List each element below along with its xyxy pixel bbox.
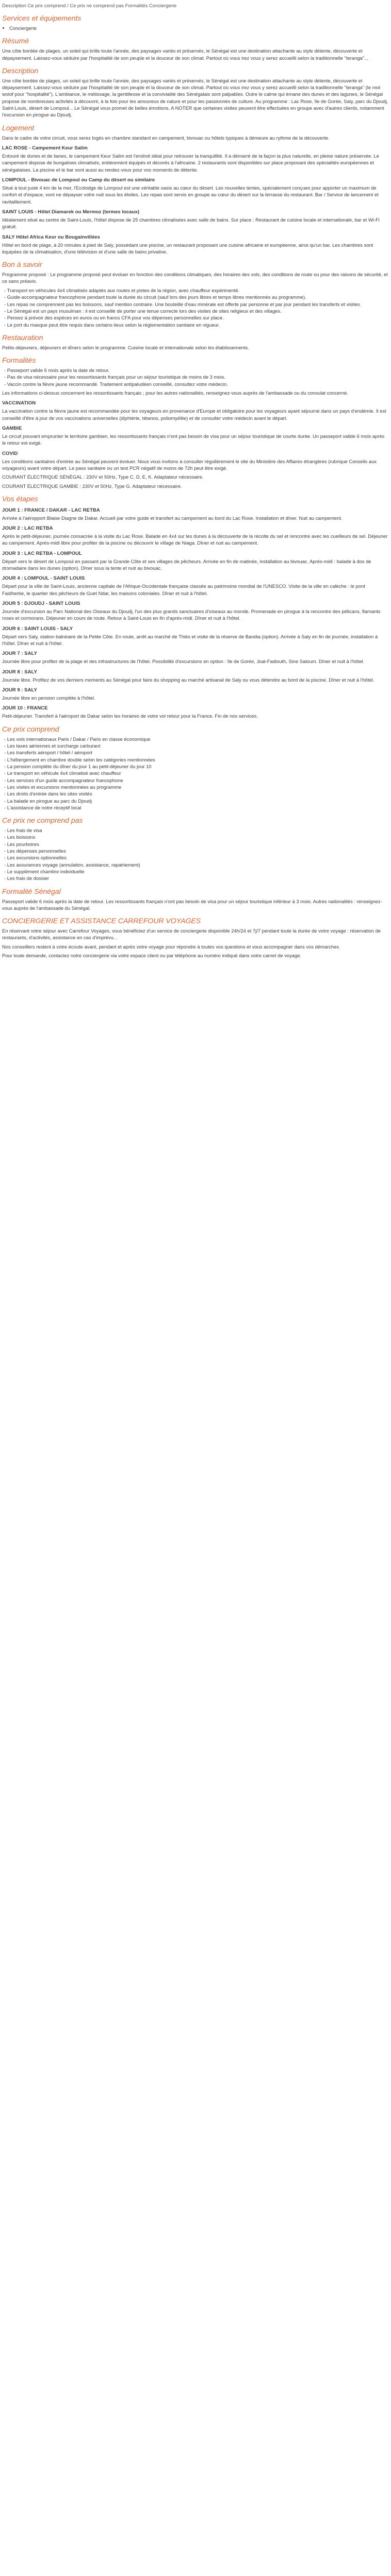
restauration-text: Petits-déjeuners, déjeuners et dîners selon le programme. Cuisine locale et internationale selon les établissements. — [2, 344, 249, 350]
prix-comprend-item: - Le transport en véhicule 4x4 climatisé avec chauffeur — [4, 770, 389, 776]
formalite-senegal-text: Passeport valide 6 mois après la date de retour. Les ressortissants français n'ont pas besoin de visa pour un séjour touristique inférieur à 3 mois. Autres nationalités : renseignez-vous auprès de l'ambassade du Sénégal. — [2, 898, 382, 911]
prix-comprend-list — [2, 736, 389, 811]
day-text: Journée libre en pension complète à l'hôtel. — [2, 695, 95, 701]
prix-ne-comprend-item: - Les excursions optionnelles — [4, 854, 389, 861]
conciergerie-heading: CONCIERGERIE ET ASSISTANCE CARREFOUR VOYAGES — [2, 917, 201, 925]
formalites-item: - Vaccin contre la fièvre jaune recommandé. Traitement antipaludéen conseillé, consultez votre médecin. — [4, 381, 389, 387]
prix-comprend-item: - Les droits d'entrée dans les sites visités — [4, 790, 389, 797]
prix-comprend-item: - L'assistance de notre réceptif local — [4, 804, 389, 811]
covid-heading: COVID — [2, 450, 18, 456]
resume-text: Une côte bordée de plages, un soleil qui brille toute l'année, des paysages variés et préservés, le Sénégal est une destination attachante au style détente, découverte et dépaysement. Laissez-vous séduire par l'hospitalité de son peuple et la douceur de son climat. Partout où vous irez vous y serez accueilli selon la traditionnelle "teranga"... — [2, 48, 368, 61]
day-text: Journée libre. Profitez de vos derniers moments au Sénégal pour faire du shopping au marché artisanal de Saly ou vous détendre au bord de la piscine. Dîner et nuit à l'hôtel. — [2, 676, 374, 683]
saly-heading: SALY Hôtel Africa Keur ou Bougainvillées — [2, 234, 100, 240]
gambie-heading: GAMBIE — [2, 425, 22, 431]
prix-ne-comprend-item: - Le supplément chambre individuelle — [4, 868, 389, 875]
formalite-senegal-heading: Formalité Sénégal — [2, 887, 61, 895]
prix-comprend-item: - Les vols internationaux Paris / Dakar / Paris en classe économique — [4, 736, 389, 742]
day-title: JOUR 7 : SALY — [2, 651, 37, 657]
day-text: Arrivée à l'aéropport Blaise Diagne de Dakar. Accueil par votre guide et transfert au campement au bord du Lac Rose. Installation et dîner. Nuit au campement. — [2, 515, 343, 521]
lac-rose-heading: LAC ROSE - Campement Keur Salim — [2, 145, 88, 151]
prix-comprend-item: - Les visites et excursions mentionnées au programme — [4, 784, 389, 790]
saint-louis-heading: SAINT LOUIS - Hôtel Diamarek ou Mermoz (termes locaux) — [2, 209, 140, 215]
bon-savoir-item: - Transport en véhicules 4x4 climatisés adaptés aux routes et pistes de la région, avec chauffeur expérimenté. — [4, 287, 389, 294]
saint-louis-text: Idéalement situé au centre de Saint-Louis, l'hôtel dispose de 25 chambres climatisées avec salle de bains. Sur place : Restaurant de cuisine locale et internationale, bar et Wi-Fi gratuit. — [2, 216, 380, 230]
day-title: JOUR 9 : SALY — [2, 687, 37, 693]
prix-ne-comprend-item: - Les dépenses personnelles — [4, 848, 389, 854]
logement-heading: Logement — [2, 123, 35, 132]
formalites-heading: Formalités — [2, 356, 36, 365]
day-title: JOUR 6 : SAINT LOUIS - SALY — [2, 625, 73, 632]
vaccination-text: La vaccination contre la fièvre jaune est recommandée pour les voyageurs en provenance d'Europe et obligatoire pour les voyageurs ayant séjourné dans un pays d'endémie. Il est conseillé d'être à jour de vos vaccinations universelles (diphtérie, tétanos, poliomyélite) et de consulter votre médecin avant le départ. — [2, 408, 386, 421]
etapes-heading: Vos étapes — [2, 494, 38, 503]
prix-ne-comprend-item: - Les boissons — [4, 834, 389, 840]
prix-comprend-item: - Les services d'un guide accompagnateur francophone — [4, 777, 389, 784]
resume-heading: Résumé — [2, 37, 29, 45]
prix-ne-comprend-item: - Les pourboires — [4, 841, 389, 848]
prix-comprend-item: - La balade en pirogue au parc du Djoudj — [4, 798, 389, 804]
prix-ne-comprend-item: - Les frais de visa — [4, 827, 389, 834]
prix-comprend-heading: Ce prix comprend — [2, 724, 59, 733]
day-title: JOUR 2 : LAC RETBA — [2, 526, 53, 532]
bon-savoir-heading: Bon à savoir — [2, 260, 42, 269]
vaccination-heading: VACCINATION — [2, 400, 36, 406]
day-text: Journée libre pour profiter de la plage et des infrastructures de l'hôtel. Possibilité d'excursions en option : île de Gorée, Joal-Fadiouth, Sine Saloum. Dîner et nuit à l'hôtel. — [2, 658, 365, 665]
day-title: JOUR 10 : FRANCE — [2, 705, 48, 711]
conciergerie-text: Pour toute demande, contactez notre conciergerie via votre espace client ou par téléphone au numéro indiqué dans votre carnet de voyage. — [2, 953, 302, 959]
restauration-heading: Restauration — [2, 333, 43, 342]
prix-comprend-item: - Les taxes aériennes et surcharge carburant — [4, 742, 389, 749]
courant-gambie-label: COURANT ÉLECTRIQUE GAMBIE : — [2, 483, 81, 489]
day-title: JOUR 5 : DJOUDJ - SAINT LOUIS — [2, 601, 80, 607]
day-title: JOUR 3 : LAC RETBA - LOMPOUL — [2, 550, 82, 556]
courant-gambie-value: 230V et 50Hz, Type G. Adaptateur nécessaire. — [82, 483, 182, 489]
day-text: Journée d'excursion au Parc National des Oiseaux du Djoudj, l'un des plus grands sanctuaires d'oiseaux au monde. Promenade en pirogue à la rencontre des pélicans, flamants roses et cormorans. Déjeuner en cours de route. Retour à Saint-Louis en fin d'après-midi. Dîner et nuit à l'hôtel. — [2, 608, 381, 621]
day-text: Départ vers Saly, station balnéaire de la Petite Côte. En route, arrêt au marché de Thiès et visite de la réserve de Bandia (option). Arrivée à Saly en fin de journée, installation à l'hôtel. Dîner et nuit à l'hôtel. — [2, 633, 378, 647]
prix-ne-comprend-list — [2, 827, 389, 882]
day-text: Départ vers le désert de Lompoul en passant par la Grande Côte et ses villages de pêcheurs. Arrivée en fin de matinée, installation au bivouac. Après-midi : balade à dos de dromadaire dans les dunes (option). Dîner sous la tente et nuit au bivouac. — [2, 558, 371, 571]
courant-senegal-value: 230V et 50Hz, Type C, D, E, K. Adaptateur nécessaire. — [86, 474, 204, 480]
bon-savoir-item: - Le port du masque peut être requis dans certains lieux selon la réglementation sanitaire en vigueur. — [4, 321, 389, 328]
courant-senegal — [2, 473, 389, 480]
breadcrumb: Description Ce prix comprend / Ce prix ne comprend pas Formalités Conciergerie — [2, 3, 177, 8]
lac-rose-text: Entouré de dunes et de lianes, le campement Keur Salim est l'endroit idéal pour retrouver la tranquillité. Il a démarré de la façon la plus naturelle, en pleine nature préservée. Le campement dispose de bungalows climatisés, entièrement équipés et décorés à l'africaine. 2 restaurants sont disponibles sur place proposant des spécialités européennes et sénégalaises. La piscine et le bar sont aussi au rendez-vous pour vos moments de détente. — [2, 152, 379, 173]
formalites-note: Les informations ci-dessus concernent les ressortissants français ; pour les autres nationalités, renseignez-vous auprès de l'ambassade ou du consulat concerné. — [2, 389, 348, 396]
prix-ne-comprend-item: - Les assurances voyage (annulation, assistance, rapatriement) — [4, 861, 389, 868]
day-title: JOUR 8 : SALY — [2, 669, 37, 675]
services-item: • Conciergerie — [9, 25, 389, 31]
day-title: JOUR 1 : FRANCE / DAKAR - LAC RETBA — [2, 507, 100, 513]
prix-comprend-item: - L'hébergement en chambre double selon les catégories mentionnées — [4, 756, 389, 763]
description-text: Une côte bordée de plages, un soleil qui brille toute l'année, des paysages variés et préservés, le Sénégal est une destination attachante au style détente, découverte et dépaysement. Laissez-vous séduire par l'hospitalité de son peuple et la douceur de son climat. Partout où vous irez vous y serez accueilli selon la traditionnelle "teranga" (le mot wolof pour "hospitalité"). L'ambiance, le métissage, la gentillesse et la convivialité des Sénégalais sont palpables. Outre le calme qui émane des dunes et des lagunes, le Sénégal propose de nombreuses activités à découvrir, à la fois pour les amoureux de nature et pour les passionnés de culture. Au programme : Lac Rose, île de Gorée, Saly, parc du Djoudj, Saint-Louis, désert de Lompoul... Le Sénégal vous promet de belles émotions. A NOTER que certaines visites peuvent être effectuées en groupe avec d'autres clients, notamment l'excursion en pirogue au Djoudj. — [2, 77, 388, 118]
description-heading: Description — [2, 66, 39, 75]
prix-ne-comprend-heading: Ce prix ne comprend pas — [2, 816, 83, 825]
day-text: Départ pour la ville de Saint-Louis, ancienne capitale de l'Afrique-Occidentale française classée au patrimoine mondial de l'UNESCO. Visite de la ville en calèche : le pont Faidherbe, le quartier des pêcheurs de Guet Ndar, les maisons coloniales. Dîner et nuit à l'hôtel. — [2, 583, 365, 596]
conciergerie-text: En réservant votre séjour avec Carrefour Voyages, vous bénéficiez d'un service de conciergerie disponible 24h/24 et 7j/7 pendant toute la durée de votre voyage : réservation de restaurants, d'activités, assistance en cas d'imprévu... — [2, 928, 381, 941]
gambie-text: Le circuit pouvant emprunter le territoire gambien, les ressortissants français n'ont pas besoin de visa pour un séjour touristique de courte durée. Un passeport valide 6 mois après le retour est exigé. — [2, 433, 385, 446]
saly-text: Hôtel en bord de plage, à 20 minutes à pied de Saly, possédant une piscine, un restaurant proposant une cuisine africaine et européenne, ainsi qu'un bar. Les chambres sont équipées de la climatisation, d'une télévision et d'une salle de bains privative. — [2, 242, 373, 255]
logement-text: Dans le cadre de votre circuit, vous serez logés en chambre standard en campement, bivouac ou hôtels typiques à démeure au rythme de la découverte. — [2, 134, 330, 141]
prix-comprend-item: - Les transferts aéroport / hôtel / aéroport — [4, 749, 389, 756]
lompoul-heading: LOMPOUL - Bivouac de Lompoul ou Camp du désert ou similaire — [2, 177, 155, 183]
services-list — [2, 25, 389, 31]
formalites-item: - Pas de visa nécessaire pour les ressortissants français pour un séjour touristique de moins de 3 mois. — [4, 374, 389, 380]
courant-senegal-label: COURANT ÉLECTRIQUE SÉNÉGAL : — [2, 474, 85, 480]
bon-savoir-item: - Guide-accompagnateur francophone pendant toute la durée du circuit (sauf lors des jours libres et temps libres mentionnés au programme). — [4, 294, 389, 300]
bon-savoir-item: - Pensez à prévoir des espèces en euros ou en francs CFA pour vos dépenses personnelles sur place. — [4, 314, 389, 321]
day-title: JOUR 4 : LOMPOUL - SAINT LOUIS — [2, 575, 85, 582]
day-text: Après le petit-déjeuner, journée consacrée à la visite du Lac Rose. Balade en 4x4 sur les dunes à la découverte de la récolte du sel et rencontre avec les cueilleurs de sel. Déjeuner au campement. Après-midi libre pour profiter de la piscine ou découvrir le village de Niaga. Dîner et nuit au campement. — [2, 533, 388, 546]
courant-gambie — [2, 483, 389, 489]
prix-ne-comprend-item: - Les frais de dossier — [4, 875, 389, 882]
day-text: Petit-déjeuner. Transfert à l'aéroport de Dakar selon les horaires de votre vol retour pour la France. Fin de nos services. — [2, 713, 258, 719]
bon-savoir-list — [2, 287, 389, 328]
covid-text: Les conditions sanitaires d'entrée au Sénégal peuvent évoluer. Nous vous invitons à consulter régulièrement le site du Ministère des Affaires étrangères (rubrique Conseils aux voyageurs) avant votre départ. Le pass sanitaire ou un test PCR négatif de moins de 72h peut être exigé. — [2, 458, 377, 471]
formalites-list — [2, 367, 389, 387]
conciergerie-text: Nos conseillers restent à votre écoute avant, pendant et après votre voyage pour répondre à toutes vos questions et vous accompagner dans vos démarches. — [2, 943, 340, 950]
bon-savoir-item: - Le Sénégal est un pays musulman : il est conseillé de porter une tenue correcte lors des visites de sites religieux et des villages. — [4, 308, 389, 314]
product-page — [0, 0, 391, 966]
formalites-item: - Passeport valide 6 mois après la date de retour. — [4, 367, 389, 374]
prix-comprend-item: - La pension complète du dîner du jour 1 au petit-déjeuner du jour 10 — [4, 763, 389, 770]
services-heading: Services et équipements — [2, 14, 82, 23]
bon-savoir-item: - Les repas ne comprennent pas les boissons, sauf mention contraire. Une bouteille d'eau minérale est offerte par personne et par jour pendant les transferts et visites. — [4, 301, 389, 308]
bon-savoir-intro: Programme proposé : Le programme proposé peut évoluer en fonction des conditions climatiques, des horaires des vols, des conditions de route ou pour des raisons de sécurité, et ce sans préavis. — [2, 272, 388, 284]
lompoul-text: Situé à tout juste 4 km de la mer, l'Ecolodge de Lompoul est une véritable oasis au cœur du désert. Les nouvelles tentes, spécialement conçues pour apporter un maximum de confort et d'espace, vont ne dépayser votre nuit sous les étoiles. Les repas sont servis en groupe au cœur du désert sur la terrasse du restaurant. Bar / Service de lancement et ravitaillement. — [2, 184, 379, 205]
